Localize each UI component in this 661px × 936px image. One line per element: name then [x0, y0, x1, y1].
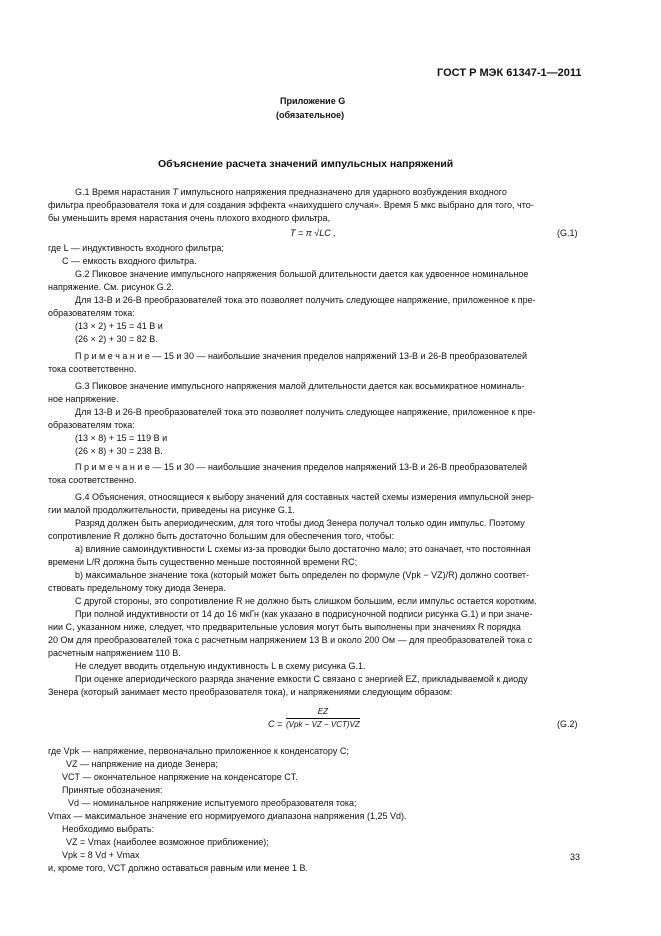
g4-p6: Не следует вводить отдельную индуктивность L в схему рисунка G.1.	[75, 661, 366, 671]
g4-a2: времени L/R должна быть существенно меньше постоянной времени RC;	[48, 557, 358, 567]
page-number: 33	[570, 852, 581, 862]
g4-p3: нии C, указанном ниже, следует, что предварительные условия могут быть выполнены при значениях R порядка	[48, 622, 521, 632]
g1-line3: бы уменьшить время нарастания очень плохого входного фильтра,	[48, 213, 331, 223]
g3-calc2: (26 × 8) + 30 = 238 В.	[75, 446, 163, 456]
g3-note1: П р и м е ч а н и е — 15 и 30 — наибольшие значения пределов напряжений 13-В и 26-В преобразователей	[75, 462, 528, 472]
g4-b2: ствовать предельному току диода Зенера.	[48, 583, 226, 593]
g4-p5: расчетным напряжением 110 В.	[48, 648, 181, 658]
g4-a1: а) влияние самоиндуктивности L схемы из-за проводки было достаточно мало; это означает, что постоянная	[75, 544, 531, 554]
g2-line2: напряжение. См. рисунок G.2.	[48, 282, 174, 292]
g2-line4: образователям тока:	[48, 308, 135, 318]
g4-p1: С другой стороны, это сопротивление R не должно быть слишком большим, если импульс остается коротким.	[75, 596, 537, 606]
g1-line1: G.1 Время нарастания T импульсного напряжения предназначено для ударного возбуждения входного	[75, 187, 507, 197]
g2-calc1: (13 × 2) + 15 = 41 В и	[75, 321, 163, 331]
formula-g2-numerator: EZ	[286, 706, 360, 719]
g4-w6: Vmax — максимальное значение его нормируемого диапазона напряжения (1,25 Vd).	[48, 811, 407, 821]
g1-where-c: C — емкость входного фильтра.	[62, 256, 197, 266]
formula-g1: T = π √LC ,	[290, 228, 336, 238]
g4-w5: Vd — номинальное напряжение испытуемого преобразователя тока;	[68, 798, 357, 808]
g3-line3: Для 13-В и 26-В преобразователей тока это позволяет получить следующее напряжение, приложенное к пре-	[75, 407, 536, 417]
formula-g2-label: (G.2)	[557, 719, 578, 729]
g4-line2: гии малой продолжительности, приведены на рисунке G.1.	[48, 505, 295, 515]
formula-g2-lhs: C =	[268, 719, 283, 729]
g4-w8: VZ = Vmax (наиболее возможное приближение);	[66, 837, 269, 847]
formula-g1-label: (G.1)	[557, 228, 578, 238]
g2-note1: П р и м е ч а н и е — 15 и 30 — наибольшие значения пределов напряжений 13-В и 26-В преобразователей	[75, 351, 528, 361]
g4-w7: Необходимо выбрать:	[62, 824, 155, 834]
appendix-title: Приложение G	[280, 96, 346, 106]
g3-line1: G.3 Пиковое значение импульсного напряжения малой длительности дается как восьмикратное номиналь-	[75, 381, 525, 391]
g4-w3: VCT — окончательное напряжение на конденсаторе CT.	[62, 772, 298, 782]
g4-w9: Vpk = 8 Vd + Vmax	[62, 850, 140, 860]
g4-w10: и, кроме того, VCT должно оставаться равным или менее 1 В.	[48, 863, 309, 873]
g4-w2: VZ — напряжение на диоде Зенера;	[66, 759, 218, 769]
g4-p4: 20 Ом для преобразователей тока с расчетным напряжением 13 В и около 200 Ом — для преобразователей тока с	[48, 635, 533, 645]
g4-line3: Разряд должен быть апериодическим, для того чтобы диод Зенера получал только один импульс. Поэтому	[75, 518, 525, 528]
g2-note2: тока соответственно.	[48, 364, 137, 374]
g1-where-l: где L — индуктивность входного фильтра;	[48, 243, 224, 253]
formula-g2-fraction	[286, 706, 360, 731]
g1-line2: фильтра преобразователя тока и для создания эффекта «наихудшего случая». Время 5 мкс выбрано для того, что-	[48, 200, 534, 210]
g4-p8: Зенера (который занимает место преобразователя тока), и напряжениями следующим образом:	[48, 687, 453, 697]
g4-w1: где Vpk — напряжение, первоначально приложенное к конденсатору C;	[48, 746, 349, 756]
g3-line4: образователям тока:	[48, 420, 135, 430]
g4-w4: Принятые обозначения:	[62, 785, 163, 795]
section-title: Объяснение расчета значений импульсных напряжений	[158, 158, 454, 170]
g4-p2: При полной индуктивности от 14 до 16 мкГн (как указано в подрисуночной подписи рисунка G.1) и при значе-	[75, 609, 533, 619]
formula-g2-denominator: (Vpk − VZ − VCT)VZ	[286, 720, 360, 729]
g3-calc1: (13 × 8) + 15 = 119 В и	[75, 433, 168, 443]
g4-line4: сопротивление R должно быть достаточно большим для обеспечения того, чтобы:	[48, 531, 394, 541]
appendix-status: (обязательное)	[276, 110, 345, 120]
g2-line3: Для 13-В и 26-В преобразователей тока это позволяет получить следующее напряжение, приложенное к пре-	[75, 295, 536, 305]
g3-note2: тока соответственно.	[48, 475, 137, 485]
g2-calc2: (26 × 2) + 30 = 82 В.	[75, 334, 158, 344]
g4-p7: При оценке апериодического разряда значение емкости C связано с энергией EZ, прикладываемой к диоду	[75, 674, 528, 684]
g2-line1: G.2 Пиковое значение импульсного напряжения большой длительности дается как удвоенное номинальное	[75, 269, 529, 279]
g3-line2: ное напряжение.	[48, 394, 119, 404]
standard-header: ГОСТ Р МЭК 61347-1—2011	[437, 67, 582, 79]
g4-line1: G.4 Объяснения, относящиеся к выбору значений для составных частей схемы измерения импульсной энер-	[75, 492, 534, 502]
g4-b1: b) максимальное значение тока (который может быть определен по формуле (Vpk − VZ)/R) должно соответ-	[75, 570, 530, 580]
